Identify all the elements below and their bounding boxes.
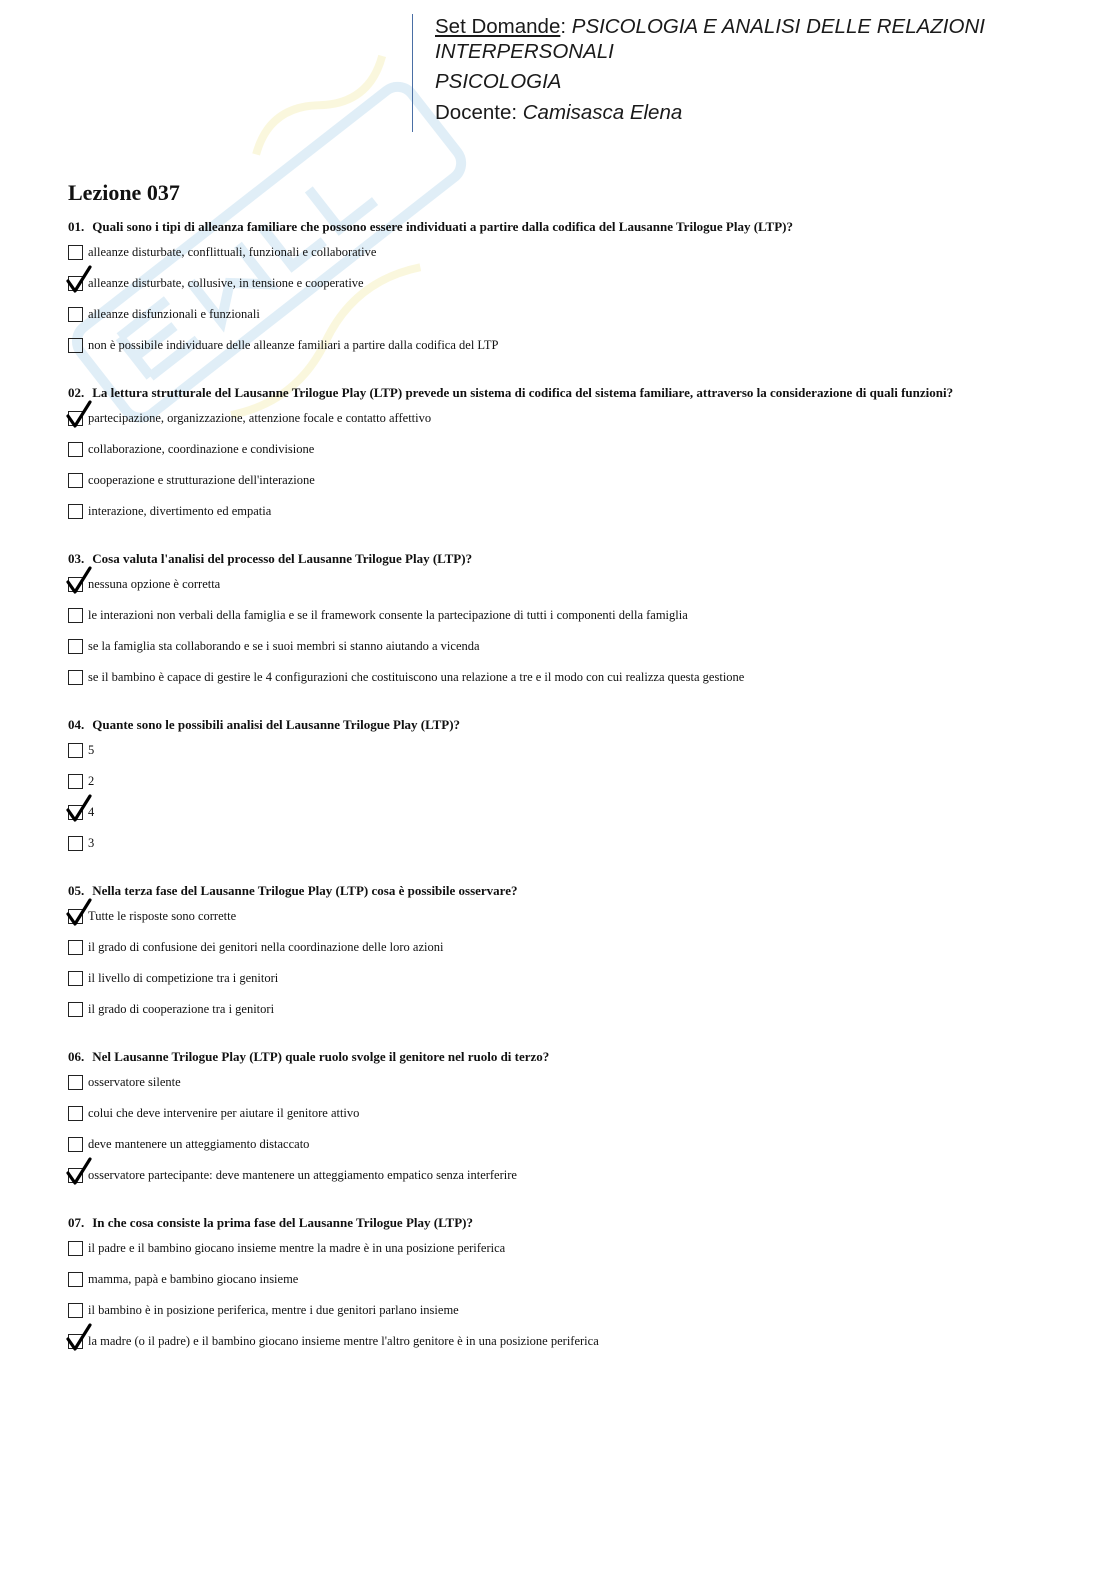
answer-option[interactable] (68, 1105, 1068, 1136)
area-line (435, 69, 1072, 94)
teacher-line (435, 100, 1072, 125)
answer-option[interactable] (68, 244, 1068, 275)
checkbox[interactable] (68, 743, 83, 758)
question-text (68, 218, 1068, 236)
answer-text: se il bambino è capace di gestire le 4 configurazioni che costituiscono una relazione a tre e il modo con cui realizza questa gestione (88, 670, 745, 684)
checkbox[interactable] (68, 1075, 83, 1090)
checkbox[interactable] (68, 940, 83, 955)
answer-option[interactable] (68, 1001, 1068, 1032)
checkbox[interactable] (68, 1137, 83, 1152)
answer-option[interactable] (68, 1302, 1068, 1333)
answer-option[interactable] (68, 1333, 1068, 1364)
set-title-line2-row (435, 39, 1072, 64)
question-list (68, 218, 1068, 1380)
question-label: Quante sono le possibili analisi del Lausanne Trilogue Play (LTP)? (92, 717, 461, 732)
answer-text: il grado di cooperazione tra i genitori (88, 1002, 275, 1016)
area-name: PSICOLOGIA (435, 70, 562, 93)
checkbox[interactable] (68, 971, 83, 986)
teacher-label: Docente: (435, 101, 523, 124)
question-text (68, 882, 1068, 900)
question-label: In che cosa consiste la prima fase del Lausanne Trilogue Play (LTP)? (92, 1215, 473, 1230)
checkbox[interactable] (68, 774, 83, 789)
teacher-name: Camisasca Elena (522, 101, 683, 124)
answer-option[interactable] (68, 939, 1068, 970)
checkbox[interactable] (68, 1303, 83, 1318)
checkbox[interactable] (68, 245, 83, 260)
answer-option[interactable] (68, 1167, 1068, 1198)
answer-text: mamma, papà e bambino giocano insieme (88, 1272, 299, 1286)
checkbox[interactable] (68, 473, 83, 488)
set-line (435, 14, 1072, 39)
question-text (68, 1214, 1068, 1232)
checkbox[interactable] (68, 670, 83, 685)
checkbox-checked[interactable] (68, 411, 83, 426)
question-label: Quali sono i tipi di alleanza familiare che possono essere individuati a partire dalla codifica del Lausanne Trilogue Play (LTP)? (92, 219, 793, 234)
answer-text: il grado di confusione dei genitori nella coordinazione delle loro azioni (88, 940, 444, 954)
answer-text: Tutte le risposte sono corrette (88, 909, 237, 923)
question-block (68, 1048, 1068, 1198)
check-mark-icon (65, 400, 93, 430)
question-number: 02. (68, 385, 85, 400)
answer-text: 5 (88, 743, 95, 757)
answer-option[interactable] (68, 908, 1068, 939)
checkbox-checked[interactable] (68, 1168, 83, 1183)
checkbox[interactable] (68, 307, 83, 322)
question-label: La lettura strutturale del Lausanne Trilogue Play (LTP) prevede un sistema di codifica del sistema familiare, attraverso la considerazione di quali funzioni? (92, 385, 954, 400)
question-number: 07. (68, 1215, 85, 1230)
answer-text: il bambino è in posizione periferica, mentre i due genitori parlano insieme (88, 1303, 459, 1317)
answer-option[interactable] (68, 773, 1068, 804)
answer-text: la madre (o il padre) e il bambino giocano insieme mentre l'altro genitore è in una posizione periferica (88, 1334, 599, 1348)
question-block (68, 550, 1068, 700)
checkbox-checked[interactable] (68, 909, 83, 924)
answer-text: il livello di competizione tra i genitori (88, 971, 279, 985)
answer-text: 4 (88, 805, 95, 819)
answer-option[interactable] (68, 1271, 1068, 1302)
answer-option[interactable] (68, 337, 1068, 368)
answer-option[interactable] (68, 742, 1068, 773)
answer-text: cooperazione e strutturazione dell'interazione (88, 473, 315, 487)
checkbox[interactable] (68, 504, 83, 519)
checkbox[interactable] (68, 608, 83, 623)
check-mark-icon (65, 265, 93, 295)
question-text (68, 716, 1068, 734)
document-header (412, 14, 1072, 132)
answer-option[interactable] (68, 970, 1068, 1001)
check-mark-icon (65, 794, 93, 824)
answer-text: nessuna opzione è corretta (88, 577, 221, 591)
answer-option[interactable] (68, 1240, 1068, 1271)
answer-text: osservatore partecipante: deve mantenere un atteggiamento empatico senza interferire (88, 1168, 517, 1182)
answer-text: 3 (88, 836, 95, 850)
answer-option[interactable] (68, 835, 1068, 866)
answer-text: alleanze disfunzionali e funzionali (88, 307, 260, 321)
checkbox[interactable] (68, 1106, 83, 1121)
answer-text: alleanze disturbate, conflittuali, funzionali e collaborative (88, 245, 377, 259)
set-label: Set Domande (435, 15, 561, 38)
checkbox[interactable] (68, 1002, 83, 1017)
question-number: 01. (68, 219, 85, 234)
answer-text: 2 (88, 774, 95, 788)
checkbox-checked[interactable] (68, 577, 83, 592)
question-number: 05. (68, 883, 85, 898)
question-block (68, 1214, 1068, 1364)
set-separator: : (560, 15, 572, 38)
question-number: 03. (68, 551, 85, 566)
question-label: Cosa valuta l'analisi del processo del Lausanne Trilogue Play (LTP)? (92, 551, 473, 566)
answer-option[interactable] (68, 607, 1068, 638)
answer-text: se la famiglia sta collaborando e se i suoi membri si stanno aiutando a vicenda (88, 639, 480, 653)
answer-text: non è possibile individuare delle alleanze familiari a partire dalla codifica del LTP (88, 338, 499, 352)
answer-text: le interazioni non verbali della famiglia e se il framework consente la partecipazione di tutti i componenti della famiglia (88, 608, 688, 622)
answer-option[interactable] (68, 669, 1068, 700)
answer-text: colui che deve intervenire per aiutare il genitore attivo (88, 1106, 360, 1120)
checkbox[interactable] (68, 1272, 83, 1287)
question-label: Nella terza fase del Lausanne Trilogue Play (LTP) cosa è possibile osservare? (92, 883, 518, 898)
answer-option[interactable] (68, 804, 1068, 835)
question-number: 06. (68, 1049, 85, 1064)
question-label: Nel Lausanne Trilogue Play (LTP) quale ruolo svolge il genitore nel ruolo di terzo? (92, 1049, 550, 1064)
checkbox-checked[interactable] (68, 805, 83, 820)
answer-option[interactable] (68, 1074, 1068, 1105)
question-block (68, 218, 1068, 368)
answer-text: il padre e il bambino giocano insieme mentre la madre è in una posizione periferica (88, 1241, 506, 1255)
question-number: 04. (68, 717, 85, 732)
answer-option[interactable] (68, 275, 1068, 306)
question-text (68, 384, 1068, 402)
question-text (68, 1048, 1068, 1066)
answer-option[interactable] (68, 306, 1068, 337)
answer-text: osservatore silente (88, 1075, 181, 1089)
check-mark-icon (65, 1157, 93, 1187)
checkbox[interactable] (68, 338, 83, 353)
answer-text: deve mantenere un atteggiamento distaccato (88, 1137, 310, 1151)
question-block (68, 384, 1068, 534)
check-mark-icon (65, 898, 93, 928)
check-mark-icon (65, 1323, 93, 1353)
check-mark-icon (65, 566, 93, 596)
question-text (68, 550, 1068, 568)
answer-text: partecipazione, organizzazione, attenzione focale e contatto affettivo (88, 411, 432, 425)
answer-option[interactable] (68, 410, 1068, 441)
answer-text: alleanze disturbate, collusive, in tensione e cooperative (88, 276, 364, 290)
answer-text: interazione, divertimento ed empatia (88, 504, 272, 518)
set-title-line2: INTERPERSONALI (435, 40, 614, 63)
question-block (68, 882, 1068, 1032)
lesson-title: Lezione 037 (68, 180, 180, 205)
answer-option[interactable] (68, 472, 1068, 503)
set-title-line1: PSICOLOGIA E ANALISI DELLE RELAZIONI (571, 15, 985, 38)
answer-option[interactable] (68, 576, 1068, 607)
checkbox-checked[interactable] (68, 276, 83, 291)
checkbox[interactable] (68, 639, 83, 654)
checkbox[interactable] (68, 442, 83, 457)
checkbox[interactable] (68, 1241, 83, 1256)
question-block (68, 716, 1068, 866)
answer-option[interactable] (68, 1136, 1068, 1167)
answer-option[interactable] (68, 441, 1068, 472)
answer-text: collaborazione, coordinazione e condivisione (88, 442, 315, 456)
answer-option[interactable] (68, 503, 1068, 534)
answer-option[interactable] (68, 638, 1068, 669)
checkbox[interactable] (68, 836, 83, 851)
checkbox-checked[interactable] (68, 1334, 83, 1349)
